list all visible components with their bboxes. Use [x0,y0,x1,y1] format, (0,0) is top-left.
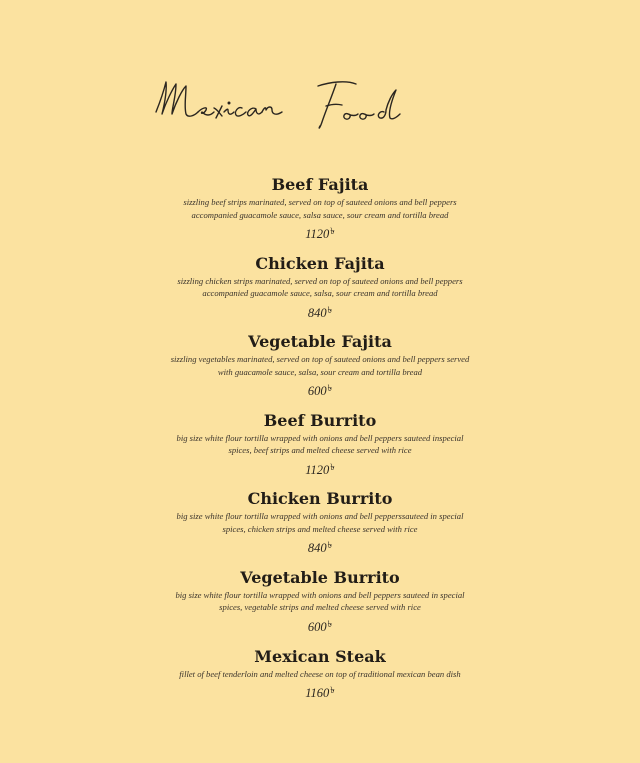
menu-item [120,568,520,647]
menu-item [120,489,520,568]
currency-symbol: ৳ [327,618,333,629]
menu-item-name: Vegetable Burrito [240,567,400,587]
menu-item-name: Chicken Fajita [255,253,385,273]
menu-item-price: 1160৳ [305,685,335,701]
menu-item-name: Beef Burrito [263,410,377,430]
menu-item-description: fillet of beef tenderloin and melted cheese on top of traditional mexican bean dish [179,668,461,679]
menu-item [120,332,520,411]
menu-item [120,254,520,333]
menu-items [120,175,520,725]
currency-symbol: ৳ [330,226,335,236]
currency-symbol: ৳ [330,461,335,472]
menu-item-price: 840৳ [307,304,333,320]
menu-item-price: 1120৳ [305,226,335,241]
menu-item-name: Chicken Burrito [247,489,393,509]
menu-item-description: big size white flour tortilla wrapped with onions and bell peppers sauteed in special spices, vegetable strips and melted cheese served with rice [175,589,465,613]
currency-symbol: ৳ [327,304,333,315]
menu-item-name: Vegetable Fajita [248,332,392,352]
menu-item-price: 600৳ [307,618,333,634]
menu-item-price: 600৳ [307,383,333,399]
menu-item-price: 1120৳ [305,461,335,477]
currency-symbol: ৳ [327,540,333,551]
menu-item-description: sizzling beef strips marinated, served on top of sauteed onions and bell peppers accompanied guacamole sauce, salsa sauce, sour cream and tortilla bread [183,197,457,220]
menu-item-description: big size white flour tortilla wrapped with onions and bell peppers sauteed inspecial spices, beef strips and melted cheese served with rice [176,432,464,456]
menu-item-name: Beef Fajita [271,175,369,194]
menu-item-description: sizzling vegetables marinated, served on top of sauteed onions and bell peppers served with guacamole sauce, salsa, sour cream and tortilla bread [170,354,470,377]
menu-item [120,647,520,726]
menu-item [120,175,520,254]
menu-title-script [150,72,410,142]
menu-item-description: big size white flour tortilla wrapped with onions and bell pepperssauteed in special spices, chicken strips and melted cheese served with rice [176,511,464,534]
menu-item [120,411,520,490]
menu-title [150,72,410,142]
currency-symbol: ৳ [330,685,335,696]
menu-item-price: 840৳ [307,540,333,556]
menu-item-description: sizzling chicken strips marinated, served on top of sauteed onions and bell peppers accompanied guacamole sauce, salsa, sour cream and tortilla bread [177,275,463,299]
currency-symbol: ৳ [327,383,333,394]
menu-item-name: Mexican Steak [254,646,386,666]
